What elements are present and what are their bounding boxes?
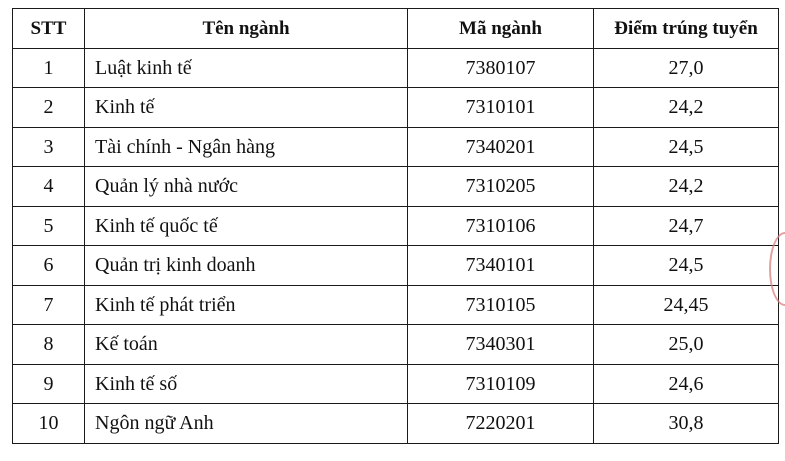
cell-stt: 9 xyxy=(13,364,85,404)
cell-stt: 6 xyxy=(13,246,85,286)
admission-scores-table xyxy=(12,8,779,444)
table-header-row xyxy=(13,9,779,49)
cell-major-name: Kinh tế xyxy=(85,88,408,128)
cell-stt: 7 xyxy=(13,285,85,325)
cell-score: 24,6 xyxy=(594,364,779,404)
cell-score: 24,2 xyxy=(594,167,779,207)
cell-stt: 5 xyxy=(13,206,85,246)
cell-major-name: Kế toán xyxy=(85,325,408,365)
cell-major-code: 7310101 xyxy=(408,88,594,128)
header-major-code: Mã ngành xyxy=(408,9,594,49)
cell-score: 24,45 xyxy=(594,285,779,325)
cell-major-name: Quản trị kinh doanh xyxy=(85,246,408,286)
cell-score: 24,7 xyxy=(594,206,779,246)
cell-stt: 8 xyxy=(13,325,85,365)
cell-score: 25,0 xyxy=(594,325,779,365)
cell-stt: 1 xyxy=(13,48,85,88)
table-row xyxy=(13,48,779,88)
cell-major-code: 7340101 xyxy=(408,246,594,286)
table-row xyxy=(13,167,779,207)
table-row xyxy=(13,127,779,167)
table-row xyxy=(13,364,779,404)
cell-major-name: Kinh tế phát triển xyxy=(85,285,408,325)
cell-score: 24,5 xyxy=(594,127,779,167)
table-row xyxy=(13,404,779,444)
cell-score: 30,8 xyxy=(594,404,779,444)
cell-major-name: Kinh tế quốc tế xyxy=(85,206,408,246)
cell-major-code: 7310109 xyxy=(408,364,594,404)
cell-stt: 4 xyxy=(13,167,85,207)
cell-major-name: Ngôn ngữ Anh xyxy=(85,404,408,444)
cell-major-name: Kinh tế số xyxy=(85,364,408,404)
cell-major-code: 7380107 xyxy=(408,48,594,88)
header-admission-score: Điểm trúng tuyển xyxy=(594,9,779,49)
table-row xyxy=(13,285,779,325)
cell-stt: 3 xyxy=(13,127,85,167)
cell-major-code: 7340201 xyxy=(408,127,594,167)
cell-stt: 2 xyxy=(13,88,85,128)
cell-major-code: 7310205 xyxy=(408,167,594,207)
cell-stt: 10 xyxy=(13,404,85,444)
cell-score: 24,5 xyxy=(594,246,779,286)
cell-major-name: Luật kinh tế xyxy=(85,48,408,88)
cell-major-code: 7310105 xyxy=(408,285,594,325)
header-stt: STT xyxy=(13,9,85,49)
cell-score: 27,0 xyxy=(594,48,779,88)
table-row xyxy=(13,88,779,128)
table-row xyxy=(13,325,779,365)
cell-major-code: 7340301 xyxy=(408,325,594,365)
cell-major-code: 7310106 xyxy=(408,206,594,246)
cell-major-name: Tài chính - Ngân hàng xyxy=(85,127,408,167)
table-row xyxy=(13,206,779,246)
header-major-name: Tên ngành xyxy=(85,9,408,49)
table-row xyxy=(13,246,779,286)
cell-score: 24,2 xyxy=(594,88,779,128)
cell-major-name: Quản lý nhà nước xyxy=(85,167,408,207)
cell-major-code: 7220201 xyxy=(408,404,594,444)
